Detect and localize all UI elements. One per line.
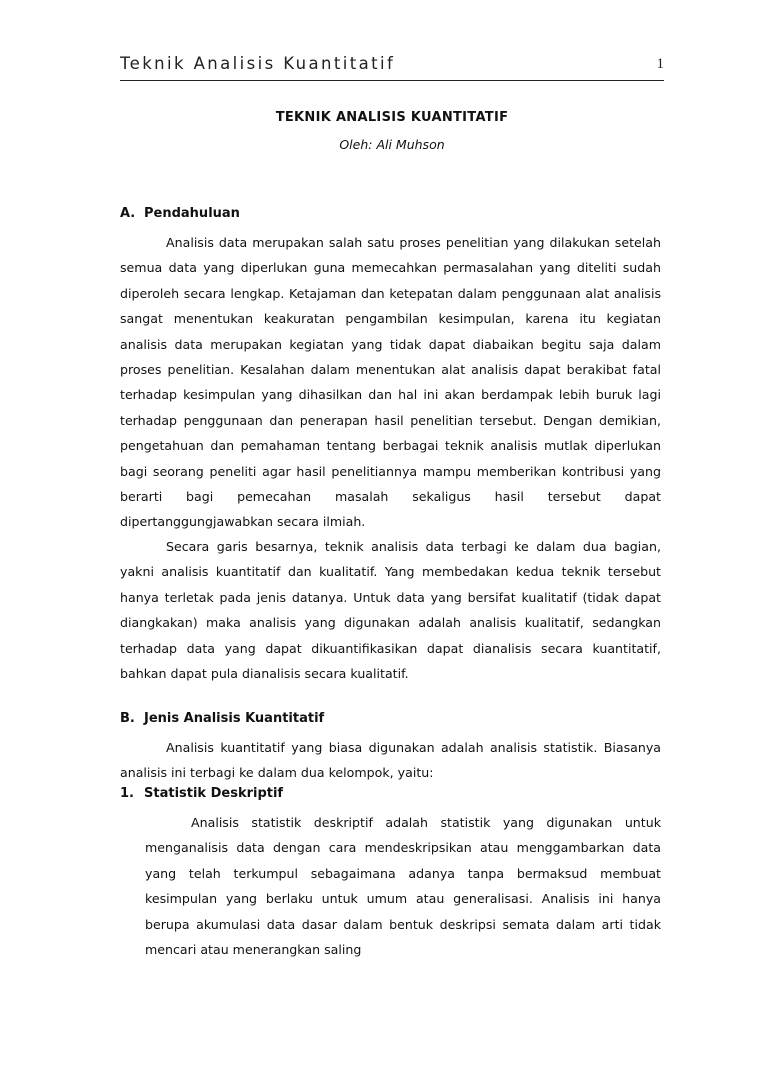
running-header bbox=[120, 54, 664, 81]
section-b-number: B. bbox=[120, 711, 135, 726]
document-title: TEKNIK ANALISIS KUANTITATIF bbox=[275, 110, 509, 125]
section-b-paragraph-1: Analisis kuantitatif yang biasa digunakan adalah analisis statistik. Biasanya analisis ini terbagi ke dalam dua kelompok, yaitu: bbox=[120, 740, 661, 781]
running-title: Teknik Analisis Kuantitatif bbox=[120, 54, 396, 73]
subsection-1-paragraph: Analisis statistik deskriptif adalah statistik yang digunakan untuk menganalisis data dengan cara mendeskripsikan atau menggambarkan data yang telah terkumpul sebagaimana adanya tanpa bermaksud membuat kesimpulan yang berlaku untuk umum atau generalisasi. Analisis ini hanya berupa akumulasi data dasar dalam bentuk deskripsi semata dalam arti tidak mencari atau menerangkan saling bbox=[145, 815, 661, 958]
section-a-number: A. bbox=[120, 206, 136, 221]
subsection-1-title: Statistik Deskriptif bbox=[144, 786, 284, 801]
section-a-paragraph-1: Analisis data merupakan salah satu proses penelitian yang dilakukan setelah semua data yang diperlukan guna memecahkan permasalahan yang diteliti sudah diperoleh secara lengkap. Ketajaman dan ketepatan dalam penggunaan alat analisis sangat menentukan keakuratan pengambilan kesimpulan, karena itu kegiatan analisis data merupakan kegiatan yang tidak dapat diabaikan begitu saja dalam proses penelitian. Kesalahan dalam menentukan alat analisis dapat berakibat fatal terhadap kesimpulan yang dihasilkan dan hal ini akan berdampak lebih buruk lagi terhadap penggunaan dan penerapan hasil penelitian tersebut. Dengan demikian, pengetahuan dan pemahaman tentang berbagai teknik analisis mutlak diperlukan bagi seorang peneliti agar hasil penelitiannya mampu memberikan kontribusi yang berarti bagi pemecahan masalah sekaligus hasil tersebut dapat dipertanggungjawabkan secara ilmiah. bbox=[120, 235, 661, 530]
subsection-1-number: 1. bbox=[120, 786, 134, 801]
page-number: 1 bbox=[656, 56, 664, 72]
section-a-title: Pendahuluan bbox=[144, 206, 240, 221]
document-author: Oleh: Ali Muhson bbox=[339, 137, 445, 152]
section-a-paragraph-2: Secara garis besarnya, teknik analisis data terbagi ke dalam dua bagian, yakni analisis kuantitatif dan kualitatif. Yang membedakan kedua teknik tersebut hanya terletak pada jenis datanya. Untuk data yang bersifat kualitatif (tidak dapat diangkakan) maka analisis yang digunakan adalah analisis kualitatif, sedangkan terhadap data yang dapat dikuantifikasikan dapat dianalisis secara kuantitatif, bahkan dapat pula dianalisis secara kualitatif. bbox=[120, 539, 661, 682]
section-b-title: Jenis Analisis Kuantitatif bbox=[144, 711, 325, 726]
subsection-1-heading bbox=[120, 786, 283, 801]
section-b-heading bbox=[120, 711, 324, 726]
section-a-heading bbox=[120, 206, 240, 221]
